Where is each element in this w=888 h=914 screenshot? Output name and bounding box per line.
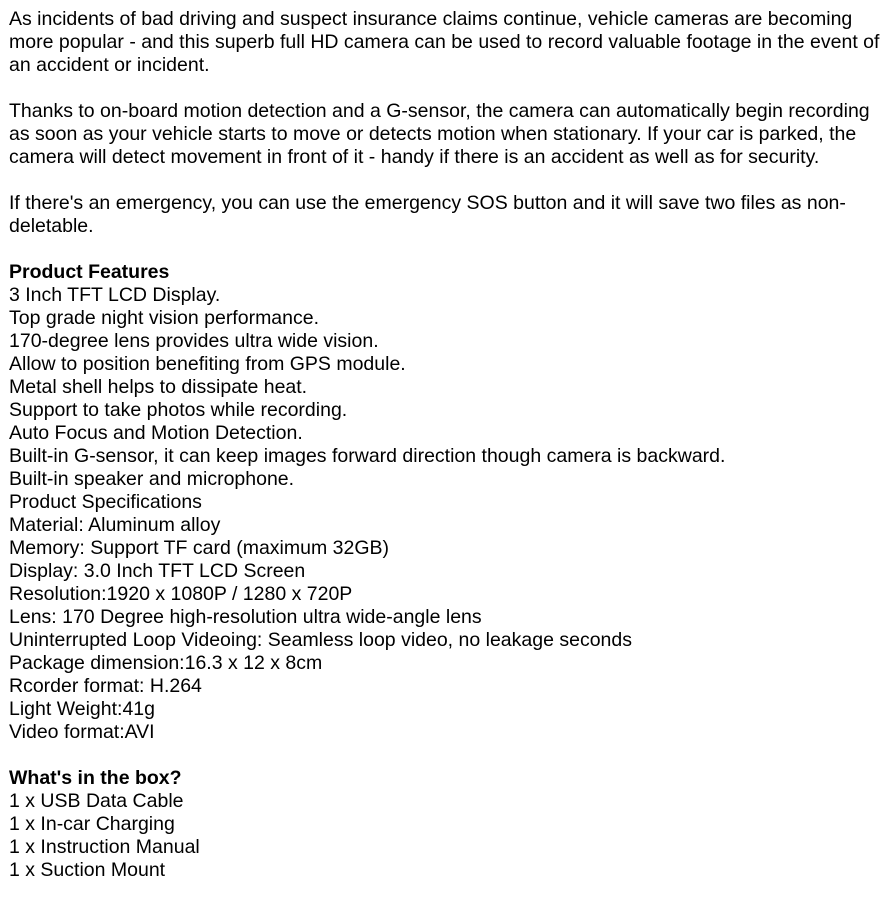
spec-item: Display: 3.0 Inch TFT LCD Screen	[9, 560, 306, 582]
feature-item: Built-in G-sensor, it can keep images forward direction though camera is backward.	[9, 445, 726, 467]
spec-item: Video format:AVI	[9, 721, 155, 743]
spec-item: Material: Aluminum alloy	[9, 514, 221, 536]
spec-item: Memory: Support TF card (maximum 32GB)	[9, 537, 389, 559]
feature-item: 170-degree lens provides ultra wide vision.	[9, 330, 379, 352]
box-item: 1 x Instruction Manual	[9, 836, 200, 858]
spec-item: Package dimension:16.3 x 12 x 8cm	[9, 652, 323, 674]
feature-item: Top grade night vision performance.	[9, 307, 320, 329]
spec-item: Resolution:1920 x 1080P / 1280 x 720P	[9, 583, 353, 605]
feature-item: Support to take photos while recording.	[9, 399, 348, 421]
specs-heading: Product Specifications	[9, 491, 202, 513]
feature-item: Built-in speaker and microphone.	[9, 468, 295, 490]
intro-paragraph-3: If there's an emergency, you can use the emergency SOS button and it will save two files as non-deletable.	[9, 192, 846, 237]
spec-item: Uninterrupted Loop Videoing: Seamless loop video, no leakage seconds	[9, 629, 632, 651]
spec-item: Rcorder format: H.264	[9, 675, 202, 697]
features-heading: Product Features	[9, 261, 170, 283]
spec-item: Light Weight:41g	[9, 698, 155, 720]
box-item: 1 x USB Data Cable	[9, 790, 184, 812]
box-heading: What's in the box?	[9, 767, 182, 789]
box-contents-section	[9, 767, 880, 882]
spec-item: Lens: 170 Degree high-resolution ultra wide-angle lens	[9, 606, 482, 628]
intro-paragraph-1: As incidents of bad driving and suspect insurance claims continue, vehicle cameras are becoming more popular - and this superb full HD camera can be used to record valuable footage in the event of an accident or incident.	[9, 8, 880, 76]
feature-item: Auto Focus and Motion Detection.	[9, 422, 303, 444]
box-item: 1 x In-car Charging	[9, 813, 175, 835]
intro-paragraph-2: Thanks to on-board motion detection and a G-sensor, the camera can automatically begin recording as soon as your vehicle starts to move or detects motion when stationary. If your car is parked, the camera will detect movement in front of it - handy if there is an accident as well as for security.	[9, 100, 870, 168]
box-item: 1 x Suction Mount	[9, 859, 166, 881]
feature-item: Allow to position benefiting from GPS module.	[9, 353, 406, 375]
feature-item: 3 Inch TFT LCD Display.	[9, 284, 221, 306]
features-section	[9, 261, 880, 744]
feature-item: Metal shell helps to dissipate heat.	[9, 376, 308, 398]
